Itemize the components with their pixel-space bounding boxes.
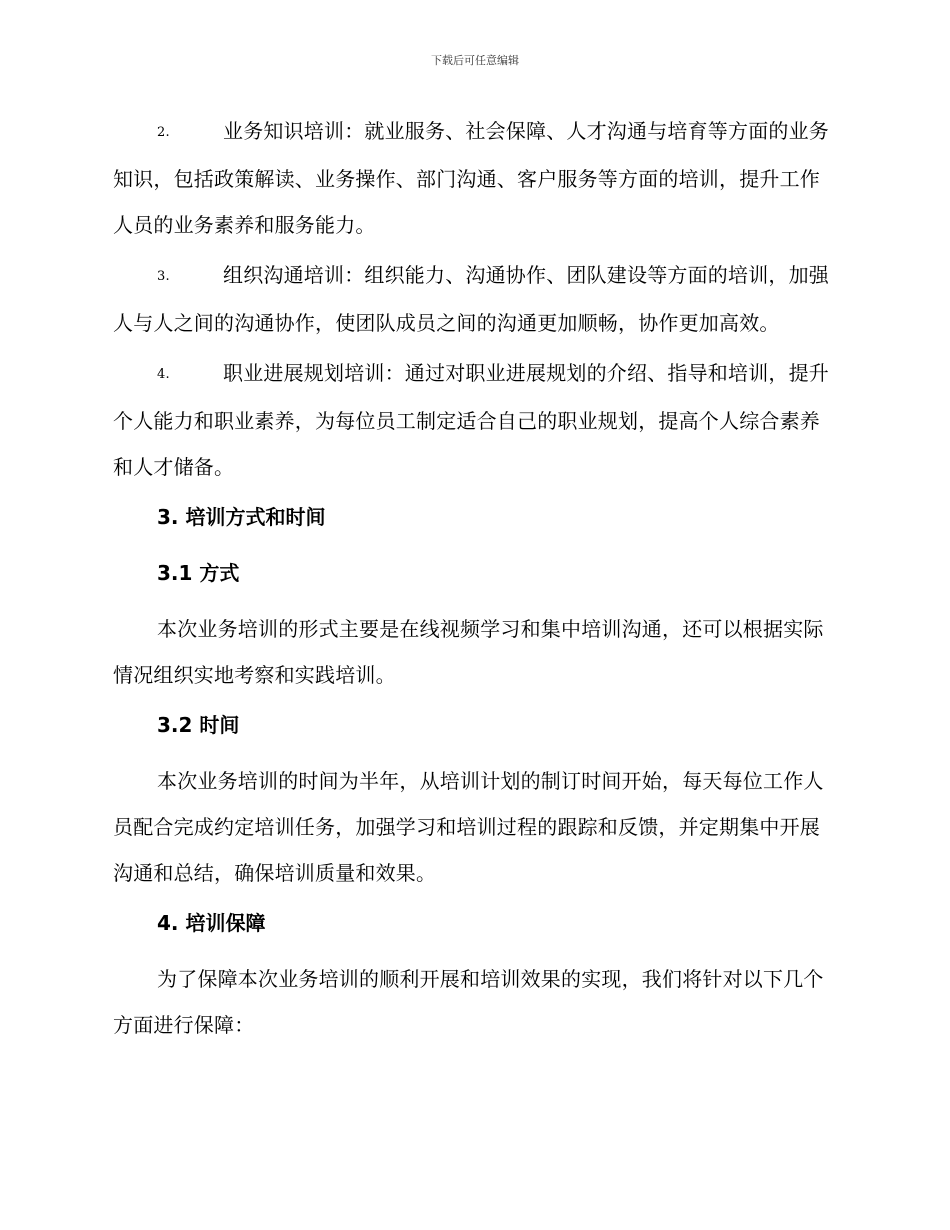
list-item-text: 业务知识培训：就业服务、社会保障、人才沟通与培育等方面的业务知识，包括政策解读、业务操作、部门沟通、客户服务等方面的培训，提升工作人员的业务素养和服务能力。: [113, 119, 829, 237]
section-heading: 4. 培训保障: [157, 911, 266, 935]
list-item: [113, 108, 833, 248]
list-item-text: 组织沟通培训：组织能力、沟通协作、团队建设等方面的培训，加强人与人之间的沟通协作，使团队成员之间的沟通更加顺畅，协作更加高效。: [113, 263, 829, 335]
list-item: [113, 350, 833, 490]
paragraph: 本次业务培训的形式主要是在线视频学习和集中培训沟通，还可以根据实际情况组织实地考察和实践培训。: [113, 617, 824, 687]
page-header: 下载后可任意编辑: [431, 54, 519, 67]
list-item-number: 4.: [157, 367, 170, 382]
list-item-number: 2.: [157, 125, 170, 140]
paragraph: 为了保障本次业务培训的顺利开展和培训效果的实现，我们将针对以下几个方面进行保障：: [113, 967, 824, 1037]
list-item: [113, 252, 833, 346]
subsection-heading: 3.1 方式: [157, 561, 240, 585]
document-body: [113, 108, 833, 1052]
paragraph: 本次业务培训的时间为半年，从培训计划的制订时间开始，每天每位工作人员配合完成约定培训任务，加强学习和培训过程的跟踪和反馈，并定期集中开展沟通和总结，确保培训质量和效果。: [113, 769, 824, 885]
subsection-heading: 3.2 时间: [157, 713, 240, 737]
list-item-text: 职业进展规划培训：通过对职业进展规划的介绍、指导和培训，提升个人能力和职业素养，为每位员工制定适合自己的职业规划，提高个人综合素养和人才储备。: [113, 361, 829, 479]
section-heading: 3. 培训方式和时间: [157, 505, 326, 529]
list-item-number: 3.: [157, 269, 170, 284]
